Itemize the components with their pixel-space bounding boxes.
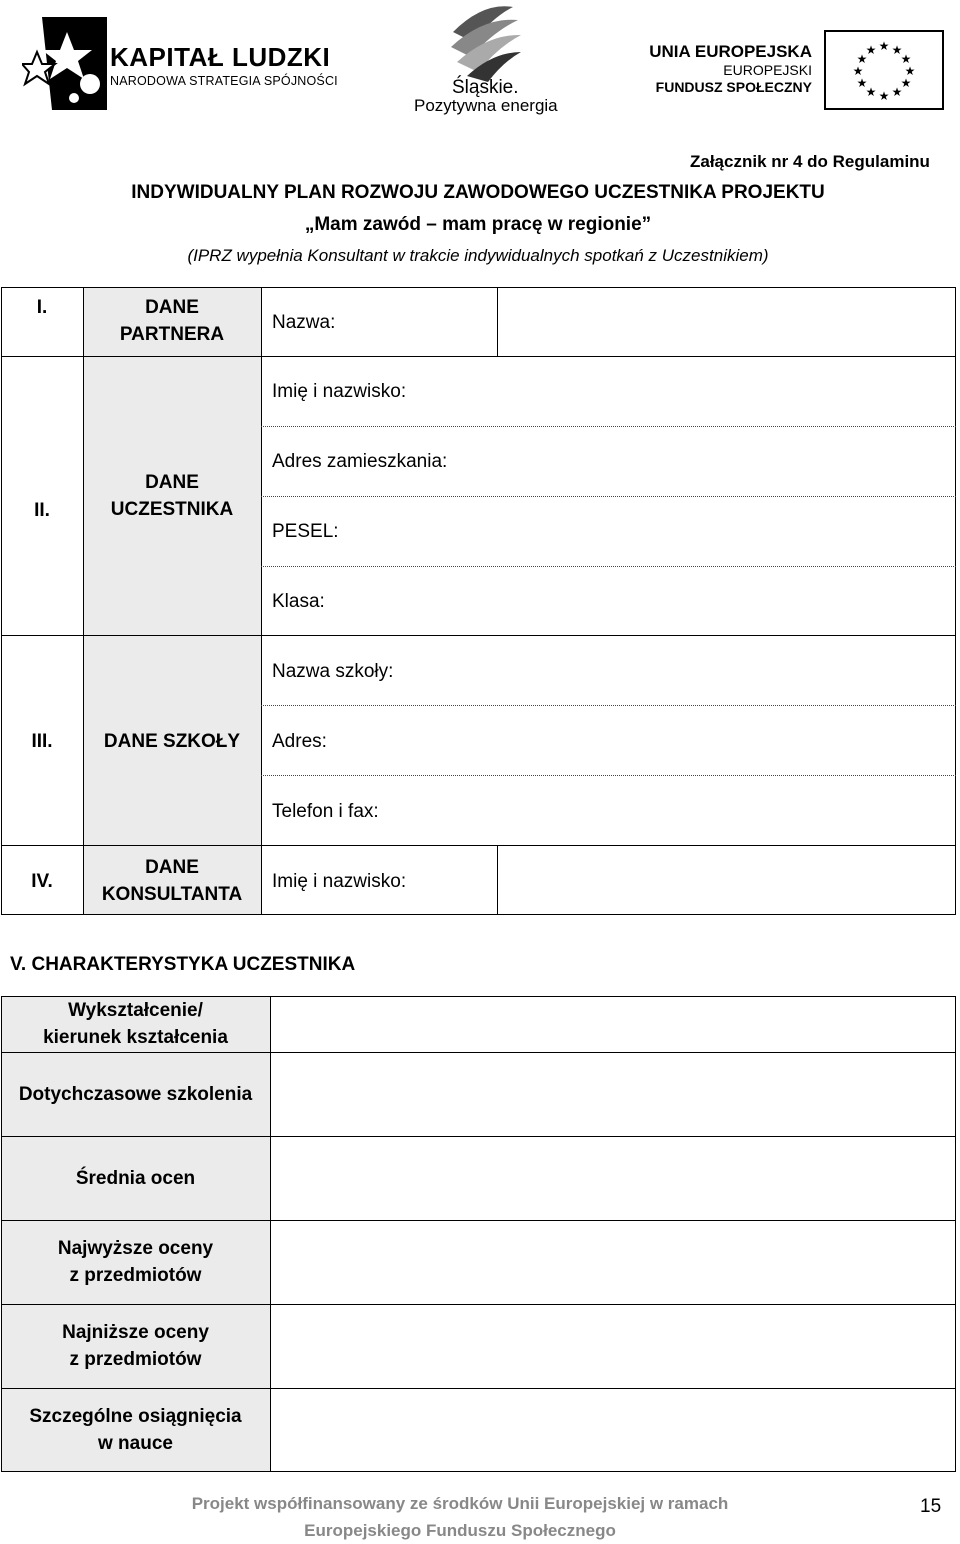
svg-text:★: ★ [900, 52, 912, 66]
section-iii-number: III. [31, 731, 53, 752]
svg-text:★: ★ [904, 64, 916, 78]
svg-text:★: ★ [865, 85, 877, 99]
field-participant-name: Imię i nazwisko: [272, 381, 407, 402]
kapital-ludzki-title: KAPITAŁ LUDZKI [110, 42, 331, 72]
svg-text:★: ★ [878, 39, 890, 53]
eu-flag-icon [824, 30, 944, 110]
document-title: INDYWIDUALNY PLAN ROZWOJU ZAWODOWEGO UCZESTNIKA PROJEKTU [131, 182, 825, 203]
slaskie-slogan: Pozytywna energia [414, 96, 558, 115]
section-iv-number: IV. [31, 871, 53, 892]
field-participant-pesel: PESEL: [272, 521, 339, 542]
field-school-name: Nazwa szkoły: [272, 661, 394, 682]
section-iii-title: DANE SZKOŁY [103, 731, 241, 752]
row-trainings-label: Dotychczasowe szkolenia [18, 1083, 253, 1105]
section-i-title-2: PARTNERA [119, 324, 225, 345]
ue-line3: FUNDUSZ SPOŁECZNY [655, 79, 812, 95]
section-ii-title-2: UCZESTNIKA [110, 499, 234, 520]
ue-line1: UNIA EUROPEJSKA [649, 42, 812, 61]
svg-text:★: ★ [891, 43, 903, 57]
section-iv-title-1: DANE [145, 857, 199, 878]
footer-text: Projekt współfinansowany ze środków Unii Europejskiej w ramach Europejskiego Funduszu Społecznego [191, 1494, 729, 1540]
field-school-phone: Telefon i fax: [272, 801, 379, 822]
slaskie-wave-icon [443, 2, 523, 82]
project-name: „Mam zawód – mam pracę w regionie” [304, 214, 652, 235]
section-v-title: V. CHARAKTERYSTYKA UCZESTNIKA [10, 954, 356, 975]
page-number: 15 [920, 1496, 942, 1517]
row-lowest-label: Najniższe oceny z przedmiotów [62, 1322, 209, 1370]
row-achievements-label: Szczególne osiągnięcia w nauce [29, 1406, 242, 1454]
row-highest-label: Najwyższe oceny z przedmiotów [57, 1238, 214, 1286]
svg-text:★: ★ [856, 76, 868, 90]
kapital-ludzki-subtitle: NARODOWA STRATEGIA SPÓJNOŚCI [110, 74, 338, 88]
svg-text:★: ★ [852, 64, 864, 78]
svg-text:★: ★ [900, 76, 912, 90]
field-school-address: Adres: [272, 731, 327, 752]
svg-text:★: ★ [856, 52, 868, 66]
kapital-ludzki-icon [22, 12, 112, 112]
field-partner-name: Nazwa: [272, 312, 336, 333]
svg-text:★: ★ [878, 89, 890, 103]
section-iv-title-2: KONSULTANTA [101, 884, 243, 905]
section-ii-title-1: DANE [145, 472, 199, 493]
slaskie-name: Śląskie. [452, 77, 519, 98]
row-average-label: Średnia ocen [75, 1167, 196, 1189]
field-participant-class: Klasa: [272, 591, 325, 612]
section-i-number: I. [36, 297, 48, 318]
svg-text:★: ★ [865, 43, 877, 57]
fill-note: (IPRZ wypełnia Konsultant w trakcie indywidualnych spotkań z Uczestnikiem) [187, 246, 769, 265]
field-participant-address: Adres zamieszkania: [272, 451, 448, 472]
row-education-label: Wykształcenie/ kierunek kształcenia [43, 1000, 228, 1048]
svg-text:★: ★ [891, 85, 903, 99]
annex-label: Załącznik nr 4 do Regulaminu [690, 152, 930, 171]
section-ii-number: II. [34, 500, 50, 521]
ue-line2: EUROPEJSKI [723, 62, 812, 78]
section-i-title-1: DANE [145, 297, 199, 318]
table-border [1, 287, 956, 915]
field-consultant-name: Imię i nazwisko: [272, 871, 407, 892]
